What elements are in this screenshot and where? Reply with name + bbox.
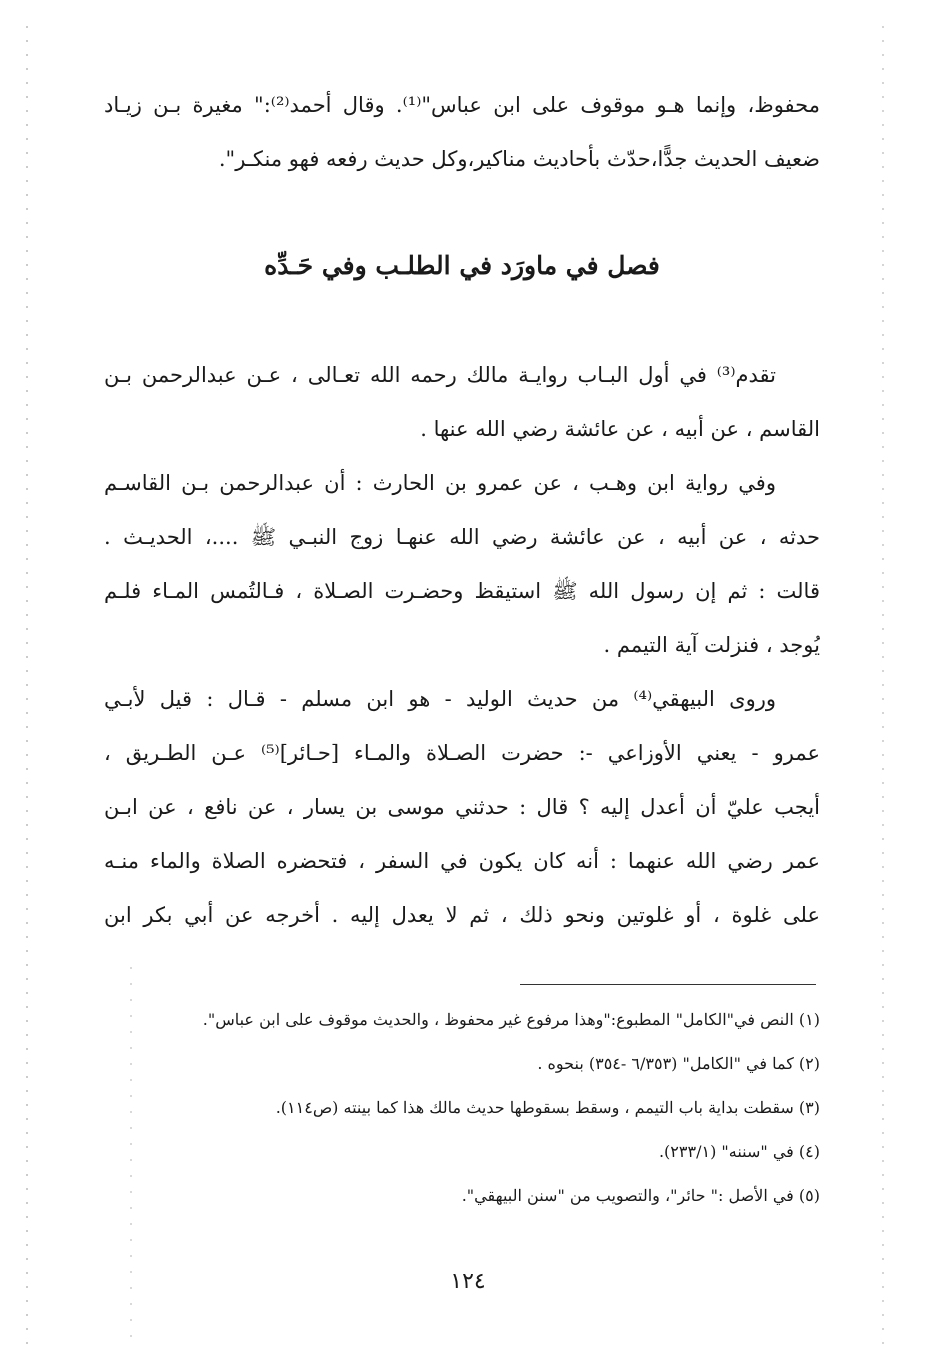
body-line: أيجب عليّ أن أعدل إليه ؟ قال : حدثني موسى بن يسار ، عن نافع ، عن ابـن: [104, 795, 820, 819]
footnote-1: (١) النص في"الكامل" المطبوع:"وهذا مرفوع غير محفوظ ، والحديث موقوف على ابن عباس".: [202, 1010, 820, 1029]
scan-artifact-right: [882, 20, 884, 1350]
body-line: وروى البيهقي⁽⁴⁾ من حديث الوليد - هو ابن مسلم - قـال : قيل لأبـي: [104, 687, 776, 711]
body-line: القاسم ، عن أبيه ، عن عائشة رضي الله عنها .: [420, 417, 820, 441]
body-line: حدثه ، عن أبيه ، عن عائشة رضي الله عنهـا زوج النبـي ﷺ ....، الحديـث .: [104, 525, 820, 549]
intro-paragraph: [104, 78, 820, 186]
body-line: قالت : ثم إن رسول الله ﷺ استيقظ وحضـرت الصـلاة ، فـالتُمس المـاء فلـم: [104, 579, 820, 603]
body-line: عمرو - يعني الأوزاعي -: حضرت الصـلاة والمـاء [حـائر]⁽⁵⁾ عـن الطـريق ،: [104, 741, 820, 765]
main-text: [104, 348, 820, 942]
intro-line: محفوظ، وإنما هـو موقوف على ابن عباس"⁽¹⁾. وقال أحمد⁽²⁾:" مغيرة بـن زيـاد: [104, 93, 820, 117]
body-line: يُوجد ، فنزلت آية التيمم .: [603, 633, 820, 657]
body-line: وفي رواية ابن وهـب ، عن عمرو بن الحارث : أن عبدالرحمن بـن القاسـم: [104, 471, 776, 495]
footnote-2: (٢) كما في "الكامل" (٦/٣٥٣ -٣٥٤) بنحوه .: [537, 1054, 820, 1073]
footnotes-section: [104, 998, 820, 1218]
footnote-divider: [520, 984, 816, 985]
footnote-5: (٥) في الأصل :" حائر"، والتصويب من "سنن البيهقي".: [461, 1186, 820, 1205]
body-line: عمر رضي الله عنهما : أنه كان يكون في السفر ، فتحضره الصلاة والماء منـه: [104, 849, 820, 873]
scan-artifact-left: [26, 20, 28, 1350]
footnote-3: (٣) سقطت بداية باب التيمم ، وسقط بسقوطها حديث مالك هذا كما بينته (ص١١٤).: [275, 1098, 820, 1117]
footnote-4: (٤) في "سننه" (٢٣٣/١).: [658, 1142, 820, 1161]
page-number: ١٢٤: [450, 1269, 486, 1294]
body-line: على غلوة ، أو غلوتين ونحو ذلك ، ثم لا يعدل إليه . أخرجه عن أبي بكر ابن: [104, 903, 820, 927]
body-line: تقدم⁽³⁾ في أول البـاب روايـة مالك رحمه الله تعـالى ، عـن عبدالرحمن بـن: [104, 363, 776, 387]
intro-line: ضعيف الحديث جدًّا،حدّث بأحاديث مناكير،وكل حديث رفعه فهو منكـر".: [218, 147, 820, 171]
section-heading: فصل في ماورَد في الطلـب وفي حَـدِّه: [264, 251, 660, 280]
